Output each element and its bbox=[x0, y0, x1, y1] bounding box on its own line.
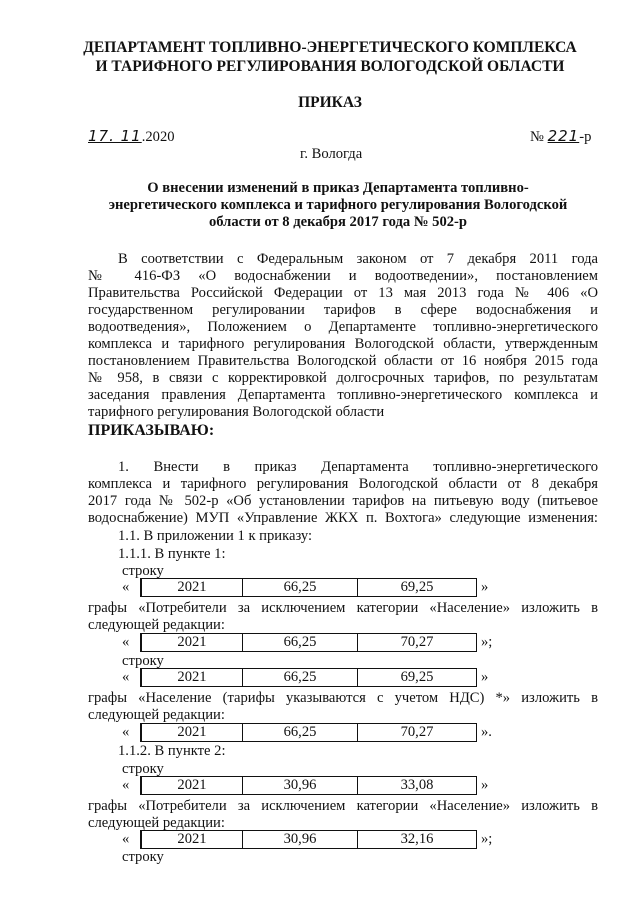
item1-line: 1. Внести в приказ Департамента топливно-энергетического bbox=[118, 459, 598, 475]
cell-value-b: 70,27 bbox=[357, 724, 476, 741]
preamble-line: постановлением Правительства Вологодской области от 16 ноября 2015 года bbox=[88, 353, 598, 369]
quote-open: « bbox=[122, 830, 130, 847]
cell-value-a: 30,96 bbox=[242, 777, 357, 794]
tariff-row bbox=[122, 578, 488, 596]
quote-close: »; bbox=[481, 830, 493, 847]
date-year: .2020 bbox=[141, 129, 175, 145]
title-line3: области от 8 декабря 2017 года № 502-р bbox=[208, 214, 468, 230]
preamble-line: № 416-ФЗ «О водоснабжении и водоотведении», постановлением bbox=[88, 268, 598, 284]
quote-open: « bbox=[122, 633, 130, 650]
preamble-line: № 958, в связи с корректировкой долгосрочных тарифов, по результатам bbox=[88, 370, 598, 386]
cell-value-a: 66,25 bbox=[242, 669, 357, 686]
graph-consumers-line2: следующей редакции: bbox=[88, 617, 225, 633]
tariff-row bbox=[122, 830, 492, 848]
quote-open: « bbox=[122, 668, 130, 685]
cell-value-a: 66,25 bbox=[242, 634, 357, 651]
tariff-row bbox=[122, 668, 488, 686]
graph-population-line1: графы «Население (тарифы указываются с учетом НДС) *» изложить в bbox=[88, 690, 598, 706]
department-name-line1: ДЕПАРТАМЕНТ ТОПЛИВНО-ЭНЕРГЕТИЧЕСКОГО КОМПЛЕКСА bbox=[83, 39, 577, 56]
quote-close: » bbox=[481, 578, 489, 595]
item1-line: комплекса и тарифного регулирования Вологодской области от 8 декабря bbox=[88, 476, 598, 492]
title-line1: О внесении изменений в приказ Департамента топливно- bbox=[147, 180, 529, 196]
preamble-line: комплекса и тарифного регулирования Вологодской области, утвержденным bbox=[88, 336, 598, 352]
quote-open: « bbox=[122, 776, 130, 793]
document-number bbox=[530, 128, 591, 146]
preamble-line: государственном регулировании тарифов в сфере водоснабжения и bbox=[88, 302, 598, 318]
number-suffix: -р bbox=[579, 129, 592, 145]
graph-population-line2: следующей редакции: bbox=[88, 707, 225, 723]
row-word: строку bbox=[122, 849, 164, 865]
graph-consumers-line2: следующей редакции: bbox=[88, 815, 225, 831]
quote-close: »; bbox=[481, 633, 493, 650]
order-word: ПРИКАЗЫВАЮ: bbox=[88, 422, 215, 439]
document-date bbox=[88, 128, 175, 146]
quote-open: « bbox=[122, 723, 130, 740]
cell-value-b: 69,25 bbox=[357, 579, 476, 596]
tariff-cells bbox=[140, 723, 477, 742]
subitem-1-1-1: 1.1.1. В пункте 1: bbox=[118, 546, 226, 562]
tariff-row bbox=[122, 776, 488, 794]
cell-year: 2021 bbox=[177, 633, 207, 650]
cell-year: 2021 bbox=[177, 723, 207, 740]
row-word: строку bbox=[122, 563, 164, 579]
title-line2: энергетического комплекса и тарифного регулирования Вологодской bbox=[108, 197, 568, 213]
tariff-cells bbox=[140, 668, 477, 687]
cell-value-b: 33,08 bbox=[357, 777, 476, 794]
preamble-line: В соответствии с Федеральным законом от 7 декабря 2011 года bbox=[118, 251, 598, 267]
number-prefix: № bbox=[530, 129, 544, 145]
preamble-line: водоотведения», Положением о Департаменте топливно-энергетического bbox=[88, 319, 598, 335]
subitem-1-1: 1.1. В приложении 1 к приказу: bbox=[118, 528, 313, 544]
cell-value-a: 66,25 bbox=[242, 724, 357, 741]
tariff-cells bbox=[140, 578, 477, 597]
cell-year: 2021 bbox=[177, 578, 207, 595]
tariff-cells bbox=[140, 776, 477, 795]
tariff-row bbox=[122, 723, 492, 741]
subitem-1-1-2: 1.1.2. В пункте 2: bbox=[118, 743, 226, 759]
graph-consumers-line1: графы «Потребители за исключением категории «Население» изложить в bbox=[88, 600, 598, 616]
cell-year: 2021 bbox=[177, 668, 207, 685]
row-word: строку bbox=[122, 761, 164, 777]
date-handwritten: 17. 11 bbox=[88, 127, 142, 145]
row-word: строку bbox=[122, 653, 164, 669]
cell-value-a: 30,96 bbox=[242, 831, 357, 848]
preamble-line: Правительства Российской Федерации от 13 мая 2013 года № 406 «О bbox=[88, 285, 598, 301]
quote-close: » bbox=[481, 668, 489, 685]
tariff-row bbox=[122, 633, 492, 651]
quote-open: « bbox=[122, 578, 130, 595]
preamble-line: заседания правления Департамента топливно-энергетического комплекса и bbox=[88, 387, 598, 403]
department-name-line2: И ТАРИФНОГО РЕГУЛИРОВАНИЯ ВОЛОГОДСКОЙ ОБЛАСТИ bbox=[95, 58, 565, 75]
preamble-line: тарифного регулирования Вологодской области bbox=[88, 404, 385, 420]
cell-year: 2021 bbox=[177, 830, 207, 847]
cell-value-a: 66,25 bbox=[242, 579, 357, 596]
tariff-cells bbox=[140, 633, 477, 652]
item1-line: водоснабжение) МУП «Управление ЖКХ п. Вохтога» следующие изменения: bbox=[88, 510, 598, 526]
number-handwritten: 221 bbox=[547, 127, 580, 145]
item1-line: 2017 года № 502-р «Об установлении тарифов на питьевую воду (питьевое bbox=[88, 493, 598, 509]
cell-value-b: 32,16 bbox=[357, 831, 476, 848]
cell-value-b: 69,25 bbox=[357, 669, 476, 686]
cell-value-b: 70,27 bbox=[357, 634, 476, 651]
quote-close: ». bbox=[481, 723, 492, 740]
quote-close: » bbox=[481, 776, 489, 793]
graph-consumers-line1: графы «Потребители за исключением категории «Население» изложить в bbox=[88, 798, 598, 814]
document-type: ПРИКАЗ bbox=[298, 94, 362, 111]
city: г. Вологда bbox=[300, 146, 363, 162]
tariff-cells bbox=[140, 830, 477, 849]
cell-year: 2021 bbox=[177, 776, 207, 793]
